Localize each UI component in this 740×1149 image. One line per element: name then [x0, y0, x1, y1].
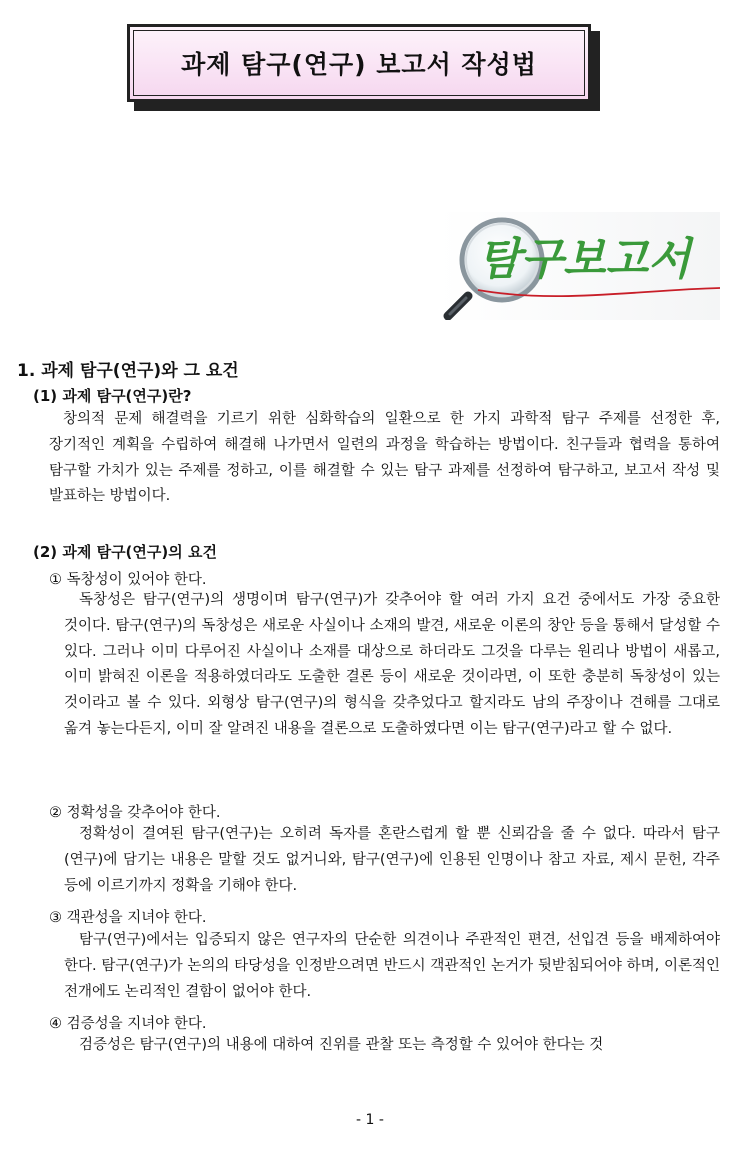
inquiry-report-logo: [438, 212, 720, 320]
requirement-body-originality: 독창성은 탐구(연구)의 생명이며 탐구(연구)가 갖추어야 할 여러 가지 요건 중에서도 가장 중요한 것이다. 탐구(연구)의 독창성은 새로운 사실이나 소재의 발견, 새로운 이론의 창안 등을 통해서 달성할 수 있다. 그러나 이미 다루어진 사실이나 소재를 대상으로 하더라도 그것을 다루는 원리나 방법이 새롭고, 이미 밝혀진 이론을 적용하였더라도 도출한 결론 등이 새로운 것이라면, 이 또한 충분히 독창성이 있는 것이라고 볼 수 있다. 외형상 탐구(연구)의 형식을 갖추었다고 할지라도 남의 주장이나 견해를 그대로 옮겨 놓는다든지, 이미 잘 알려진 내용을 결론으로 도출하였다면 이는 탐구(연구)라고 할 수 없다.: [64, 592, 720, 737]
requirement-label-verifiability: ④ 검증성을 지녀야 한다.: [49, 1016, 207, 1032]
requirement-body-objectivity: 탐구(연구)에서는 입증되지 않은 연구자의 단순한 의견이나 주관적인 편견, 선입견 등을 배제하여야 한다. 탐구(연구)가 논의의 타당성을 인정받으려면 반드시 객관적인 논거가 뒷받침되어야 하며, 이론적인 전개에도 논리적인 결함이 없어야 한다.: [64, 932, 720, 1000]
logo-text: 탐구보고서: [478, 234, 691, 285]
requirement-label-originality: ① 독창성이 있어야 한다.: [49, 572, 207, 588]
definition-paragraph: 창의적 문제 해결력을 기르기 위한 심화학습의 일환으로 한 가지 과학적 탐구 주제를 선정한 후, 장기적인 계획을 수립하여 해결해 나가면서 일련의 과정을 학습하는 방법이다. 친구들과 협력을 통하여 탐구할 가치가 있는 주제를 정하고, 이를 해결할 수 있는 탐구 과제를 선정하여 탐구하고, 보고서 작성 및 발표하는 방법이다.: [49, 411, 720, 505]
page-number: - 1 -: [356, 1112, 384, 1128]
requirement-body-accuracy: 정확성이 결여된 탐구(연구)는 오히려 독자를 혼란스럽게 할 뿐 신뢰감을 줄 수 없다. 따라서 탐구(연구)에 담기는 내용은 말할 것도 없거니와, 탐구(연구)에 인용된 인명이나 참고 자료, 제시 문헌, 각주 등에 이르기까지 정확을 기해야 한다.: [64, 826, 720, 894]
requirement-label-accuracy: ② 정확성을 갖추어야 한다.: [49, 805, 221, 821]
title-banner: [127, 24, 599, 110]
magnifier-logo-icon: [438, 212, 720, 320]
requirement-body-verifiability: 검증성은 탐구(연구)의 내용에 대하여 진위를 관찰 또는 측정할 수 있어야 한다는 것: [79, 1037, 604, 1053]
section-heading: 1. 과제 탐구(연구)와 그 요건: [17, 361, 239, 381]
requirement-label-objectivity: ③ 객관성을 지녀야 한다.: [49, 910, 207, 926]
subsection-heading-requirements: (2) 과제 탐구(연구)의 요건: [33, 543, 217, 561]
subsection-heading-definition: (1) 과제 탐구(연구)란?: [33, 387, 192, 405]
title-box: [127, 24, 591, 102]
page-title: 과제 탐구(연구) 보고서 작성법: [181, 50, 537, 79]
